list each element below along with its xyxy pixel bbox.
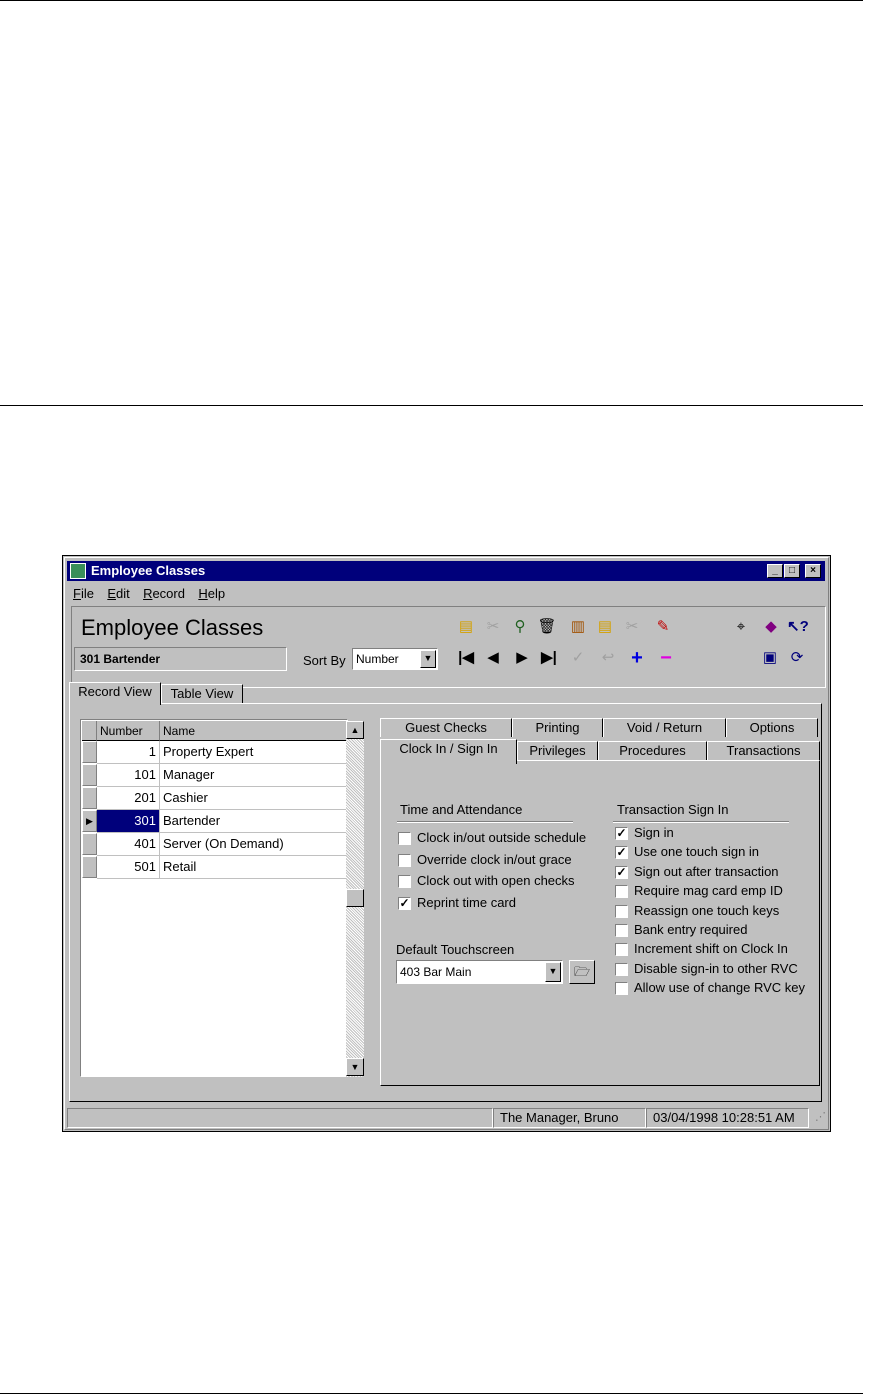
prev-record-icon[interactable]: ◀: [487, 649, 499, 666]
cell-name[interactable]: Cashier: [160, 787, 347, 810]
checkbox[interactable]: ✓: [616, 864, 627, 879]
cell-name[interactable]: Server (On Demand): [160, 833, 347, 856]
menu-edit[interactable]: Edit: [107, 586, 130, 601]
cell-name[interactable]: Retail: [160, 856, 347, 879]
chevron-down-icon[interactable]: ▼: [420, 650, 436, 668]
cell-number[interactable]: 301: [97, 810, 160, 833]
scroll-up-button[interactable]: ▲: [346, 721, 364, 739]
column-header-number[interactable]: Number: [97, 721, 160, 741]
cell-number[interactable]: 501: [97, 856, 160, 879]
undo-icon: ↩: [601, 649, 615, 666]
disabled-icon: ✂: [486, 618, 500, 635]
checkbox[interactable]: ✓: [616, 845, 627, 860]
checkbox[interactable]: [398, 832, 411, 845]
tab-options[interactable]: Options: [726, 718, 818, 737]
row-selector[interactable]: [82, 764, 97, 786]
page-rule-top: [0, 0, 863, 1]
tab-transactions[interactable]: Transactions: [707, 741, 820, 760]
scroll-thumb[interactable]: [346, 889, 364, 907]
sort-by-select[interactable]: [352, 648, 438, 670]
menu-record[interactable]: Record: [143, 586, 185, 601]
maximize-button[interactable]: □: [784, 564, 800, 578]
first-record-icon[interactable]: |◀: [458, 649, 474, 666]
checkbox[interactable]: [398, 875, 411, 888]
page-rule-bottom: [0, 1393, 863, 1394]
book-icon[interactable]: ◆: [765, 618, 777, 635]
row-selector[interactable]: [82, 856, 97, 878]
minimize-button[interactable]: _: [767, 564, 783, 578]
menu-file[interactable]: File: [73, 586, 94, 601]
sort-by-value: Number: [356, 652, 399, 666]
checkbox-label[interactable]: Use one touch sign in: [634, 844, 760, 860]
folder-icon[interactable]: 🗁: [569, 960, 595, 984]
checkbox-label[interactable]: Reassign one touch keys: [634, 902, 780, 918]
grid-corner: [82, 721, 97, 741]
default-touchscreen-value: 403 Bar Main: [400, 965, 472, 979]
cell-number[interactable]: 401: [97, 833, 160, 856]
find-icon[interactable]: ⚲: [514, 618, 526, 635]
checkbox[interactable]: [615, 982, 628, 995]
checkbox-label[interactable]: Bank entry required: [634, 922, 748, 937]
checkbox-label[interactable]: Reprint time card: [417, 895, 516, 911]
last-record-icon[interactable]: ▶|: [541, 649, 557, 666]
employee-classes-window: [62, 555, 831, 1132]
binoculars-icon[interactable]: ⌖: [736, 618, 746, 635]
checkbox[interactable]: ✓: [399, 896, 410, 911]
scroll-down-button[interactable]: ▼: [346, 1058, 364, 1076]
status-datetime: 03/04/1998 10:28:51 AM: [646, 1108, 809, 1128]
transaction-sign-in-heading: Transaction Sign In: [617, 802, 729, 817]
tab-record-view[interactable]: Record View: [69, 682, 161, 705]
window-title: Employee Classes: [91, 563, 206, 578]
resize-grip-icon[interactable]: ⋰: [815, 1111, 826, 1123]
tab-guest-checks[interactable]: Guest Checks: [380, 718, 512, 737]
app-icon: [70, 563, 86, 579]
next-record-icon[interactable]: ▶: [516, 649, 528, 666]
delete-icon[interactable]: 🗑: [537, 618, 557, 635]
checkbox-label[interactable]: Increment shift on Clock In: [634, 941, 788, 957]
menu-bar: [73, 586, 235, 604]
page-title: Employee Classes: [81, 615, 264, 640]
status-message: [67, 1108, 493, 1128]
copy-icon[interactable]: ▤: [597, 618, 613, 635]
current-record-display: 301 Bartender: [74, 647, 287, 671]
paste-icon[interactable]: ▥: [570, 618, 586, 635]
checkbox[interactable]: [615, 924, 628, 937]
default-touchscreen-label: Default Touchscreen: [396, 942, 515, 957]
tab-privileges[interactable]: Privileges: [517, 741, 598, 760]
checkbox-label[interactable]: Sign out after transaction: [634, 863, 779, 879]
refresh-icon[interactable]: ⟳: [790, 649, 804, 666]
cell-number[interactable]: 1: [97, 741, 160, 764]
row-selector[interactable]: ▶: [82, 810, 97, 832]
remove-icon[interactable]: −: [660, 647, 672, 669]
transaction-sign-in-divider: [613, 821, 789, 823]
checkbox-label[interactable]: Clock out with open checks: [417, 873, 575, 889]
tab-table-view[interactable]: Table View: [161, 684, 243, 703]
default-touchscreen-select[interactable]: [396, 960, 563, 984]
cell-number[interactable]: 201: [97, 787, 160, 810]
cell-name[interactable]: Bartender: [160, 810, 347, 833]
tab-printing[interactable]: Printing: [512, 718, 603, 737]
disabled-icon: ✂: [625, 618, 639, 635]
tab-clock-in-sign-in[interactable]: Clock In / Sign In: [380, 739, 517, 764]
row-selector[interactable]: [82, 833, 97, 855]
checkbox-label[interactable]: Sign in: [634, 825, 674, 840]
new-record-icon[interactable]: ▤: [458, 618, 474, 635]
row-selector[interactable]: [82, 741, 97, 763]
edit-icon[interactable]: ✎: [656, 618, 670, 635]
page-rule-middle: [0, 405, 863, 406]
column-header-name[interactable]: Name: [160, 721, 347, 741]
checkbox[interactable]: [615, 943, 628, 956]
add-icon[interactable]: +: [631, 647, 643, 669]
help-pointer-icon[interactable]: ↖?: [787, 618, 809, 635]
sort-by-label: Sort By: [303, 653, 346, 668]
checkbox[interactable]: [398, 854, 411, 867]
checkbox[interactable]: [615, 885, 628, 898]
checkbox[interactable]: ✓: [616, 826, 627, 840]
checkbox-label[interactable]: Require mag card emp ID: [634, 883, 783, 899]
employee-class-table: [80, 719, 360, 1077]
window-icon[interactable]: ▣: [762, 649, 778, 666]
chevron-down-icon[interactable]: ▼: [545, 962, 561, 982]
close-button[interactable]: ×: [805, 564, 821, 578]
checkbox-label[interactable]: Disable sign-in to other RVC: [634, 960, 798, 976]
checkbox-label[interactable]: Allow use of change RVC key: [634, 980, 806, 996]
checkbox-label[interactable]: Clock in/out outside schedule: [417, 830, 587, 845]
cell-name[interactable]: Manager: [160, 764, 347, 787]
confirm-icon: ✓: [571, 649, 585, 666]
checkbox-label[interactable]: Override clock in/out grace: [417, 851, 572, 867]
cell-name[interactable]: Property Expert: [160, 741, 347, 764]
time-attendance-divider: [397, 821, 573, 823]
row-selector[interactable]: [82, 787, 97, 809]
title-bar[interactable]: [67, 561, 825, 581]
cell-number[interactable]: 101: [97, 764, 160, 787]
vertical-scrollbar[interactable]: [346, 721, 364, 1077]
tab-void-return[interactable]: Void / Return: [603, 718, 726, 737]
status-user: The Manager, Bruno: [493, 1108, 646, 1128]
tab-procedures[interactable]: Procedures: [598, 741, 707, 760]
checkbox[interactable]: [615, 963, 628, 976]
checkbox[interactable]: [615, 905, 628, 918]
menu-help[interactable]: Help: [198, 586, 226, 601]
time-attendance-heading: Time and Attendance: [400, 802, 523, 817]
